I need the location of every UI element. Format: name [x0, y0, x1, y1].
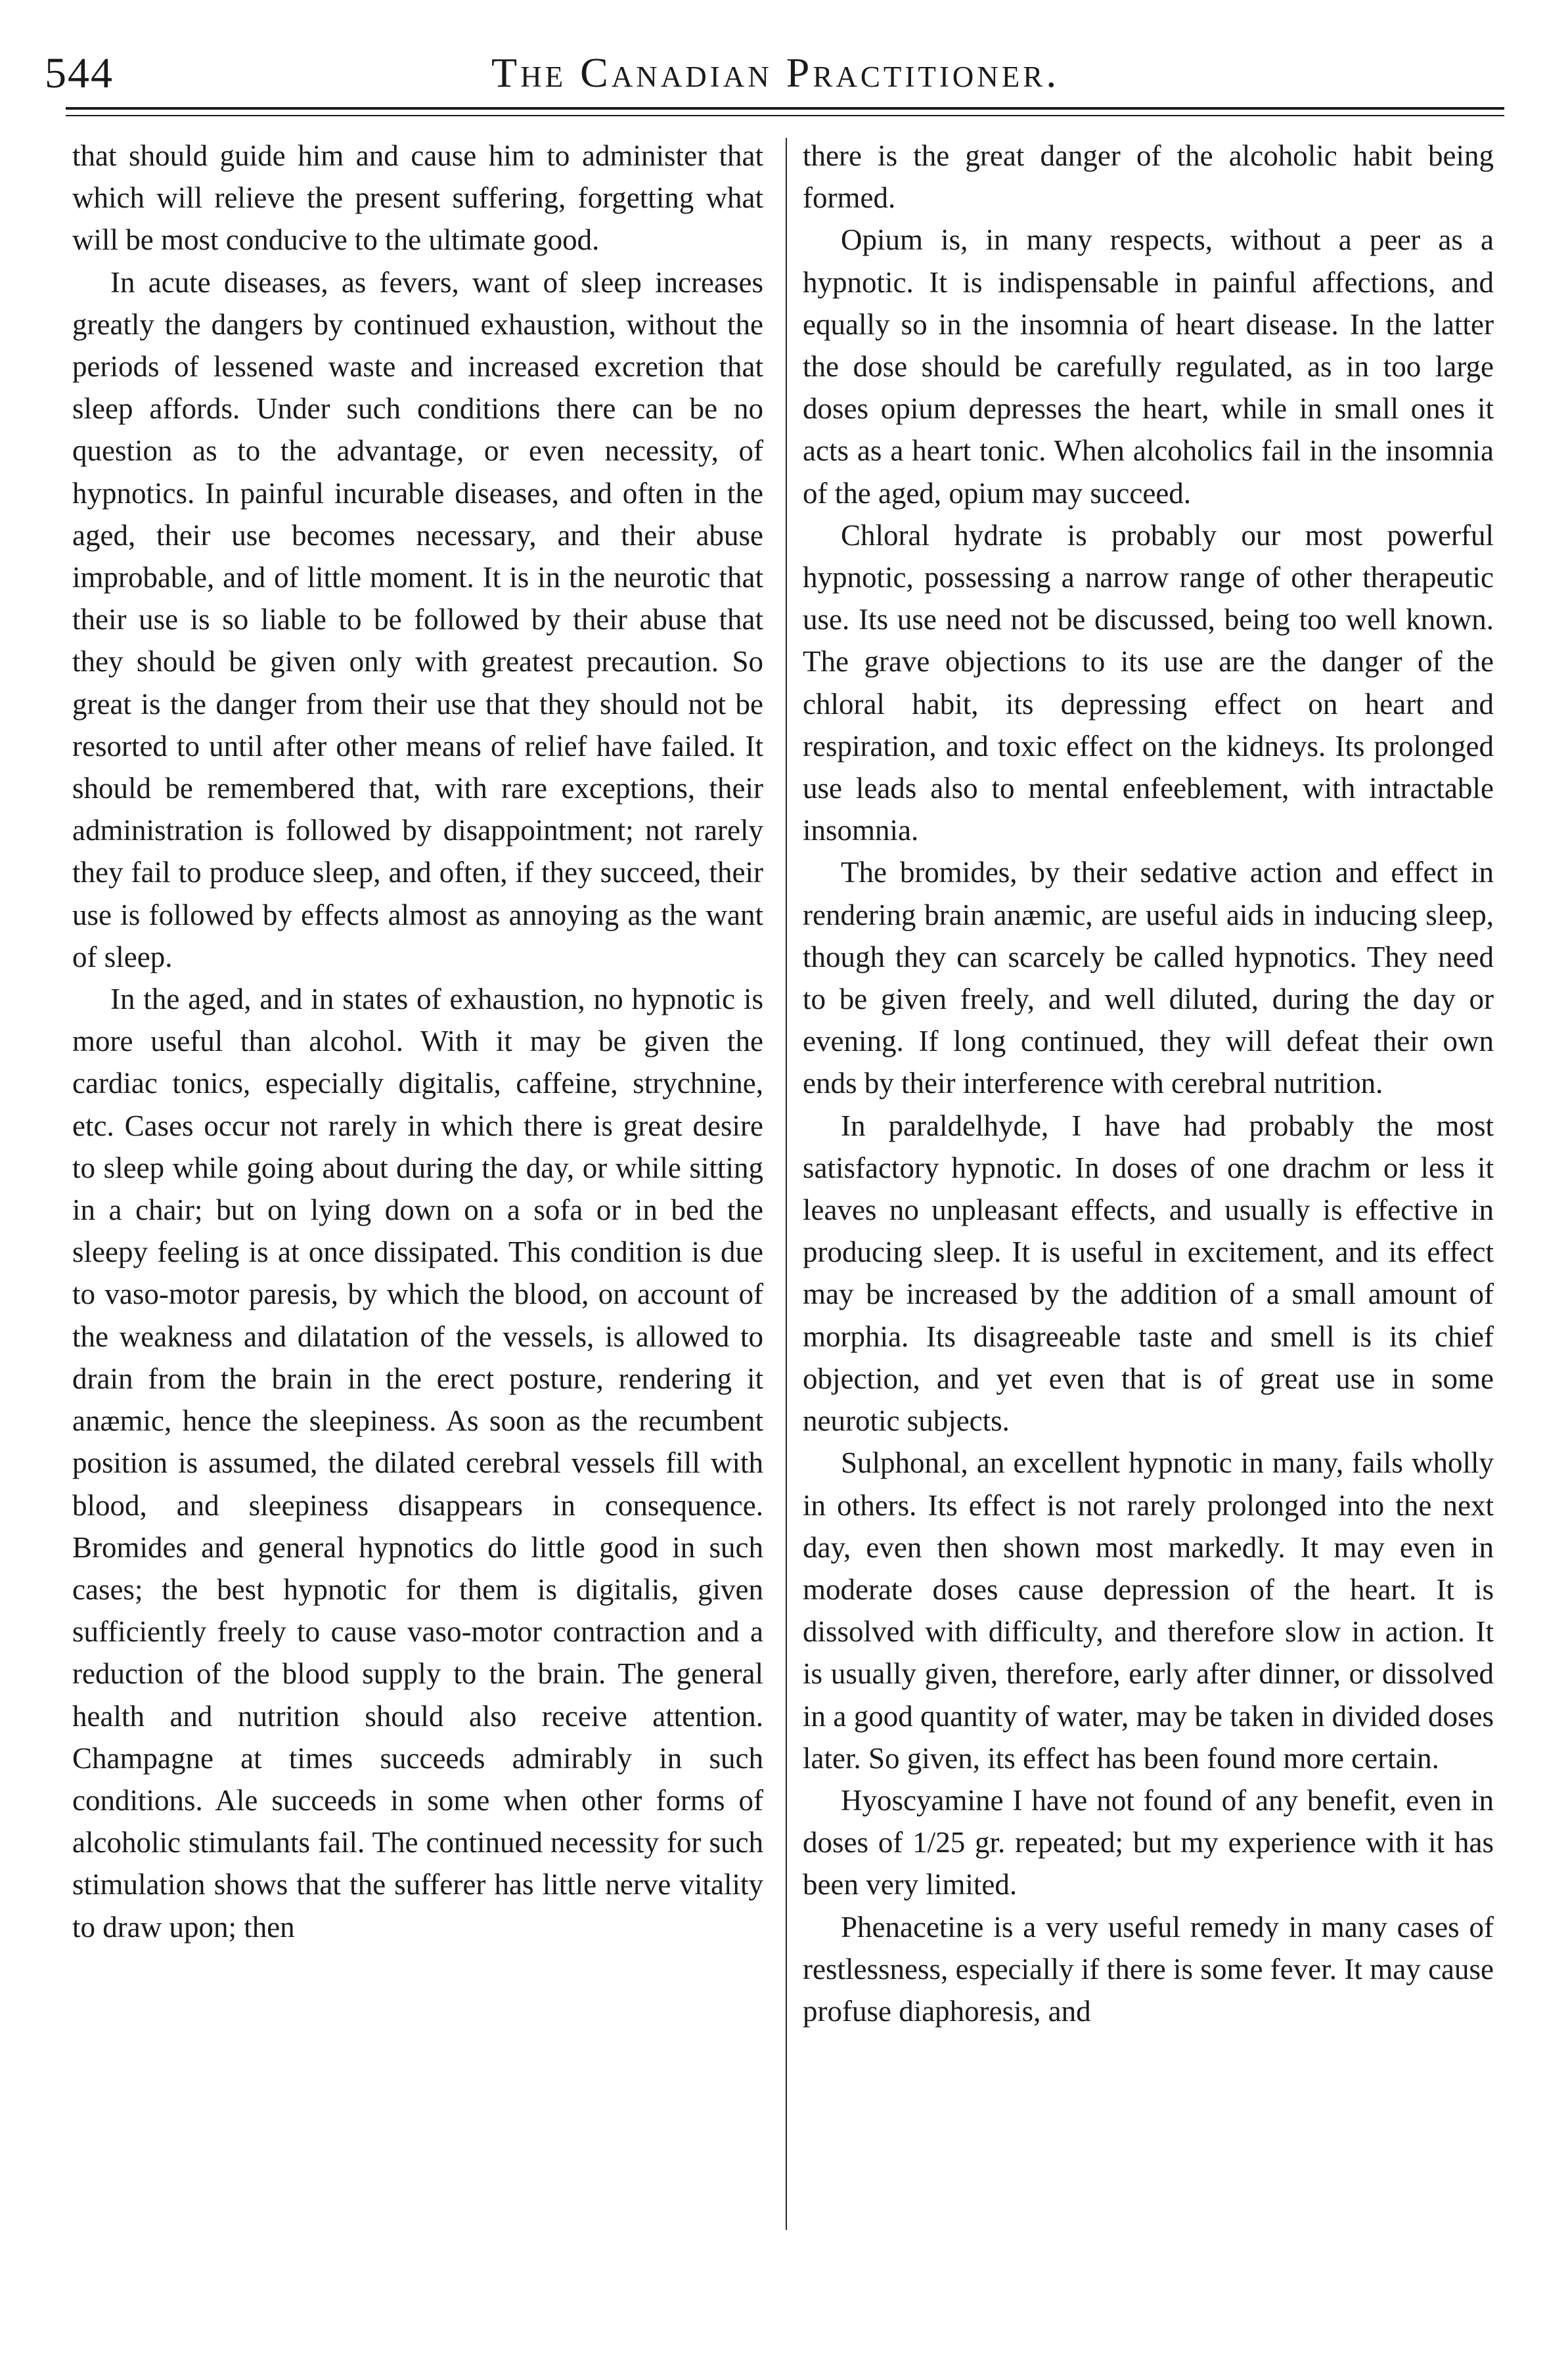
- paragraph: The bromides, by their sedative action and effect in rendering brain anæmic, are useful aids in inducing sleep, though they can scarcely be called hypnotics. They need to be given freely, and well diluted, during the day or evening. If long continued, they will defeat their own ends by their interference with cerebral nutrition.: [803, 856, 1494, 1100]
- paragraph: Chloral hydrate is probably our most powerful hypnotic, possessing a narrow range of other therapeutic use. Its use need not be discussed, being too well known. The grave objections to its use are the danger of the chloral habit, its depressing effect on heart and respiration, and toxic effect on the kidneys. Its prolonged use leads also to mental enfeeblement, with intractable insomnia.: [803, 518, 1494, 847]
- paragraph: Opium is, in many respects, without a peer as a hypnotic. It is indispensable in painful affections, and equally so in the insomnia of heart disease. In the latter the dose should be carefully regulated, as in too large doses opium depresses the heart, while in small ones it acts as a heart tonic. When alcoholics fail in the insomnia of the aged, opium may succeed.: [803, 223, 1494, 510]
- paragraph: that should guide him and cause him to administer that which will relieve the present suffering, forgetting what will be most conducive to the ultimate good.: [72, 139, 763, 257]
- page-header: [38, 41, 1503, 113]
- paragraph: Phenacetine is a very useful remedy in many cases of restlessness, especially if there is some fever. It may cause profuse diaphoresis, and: [803, 1910, 1494, 2028]
- header-rule-thick: [66, 107, 1504, 110]
- paragraph: In paraldelhyde, I have had probably the most satisfactory hypnotic. In doses of one drachm or less it leaves no unpleasant effects, and usually is effective in producing sleep. It is useful in excitement, and its effect may be increased by the addition of a small amount of morphia. Its disagreeable taste and smell is its chief objection, and yet even that is of great use in some neurotic subjects.: [803, 1109, 1494, 1438]
- paragraph: there is the great danger of the alcoholic habit being formed.: [803, 139, 1494, 215]
- header-rule-thin: [66, 115, 1504, 116]
- journal-title: The Canadian Practitioner.: [491, 49, 1060, 96]
- left-column: [72, 135, 763, 1948]
- paragraph: In acute diseases, as fevers, want of sleep increases greatly the dangers by continued exhaustion, without the periods of lessened waste and increased excretion that sleep affords. Under such conditions there can be no question as to the advantage, or even necessity, of hypnotics. In painful incurable diseases, and often in the aged, their use becomes necessary, and their abuse improbable, and of little moment. It is in the neurotic that their use is so liable to be followed by their abuse that they should be given only with greatest precaution. So great is the danger from their use that they should not be resorted to until after other means of relief have failed. It should be remembered that, with rare exceptions, their administration is followed by disappointment; not rarely they fail to produce sleep, and often, if they succeed, their use is followed by effects almost as annoying as the want of sleep.: [72, 265, 763, 973]
- paragraph: Hyoscyamine I have not found of any benefit, even in doses of 1/25 gr. repeated; but my experience with it has been very limited.: [803, 1783, 1494, 1902]
- right-column: [803, 135, 1494, 2032]
- page-number: 544: [45, 49, 114, 97]
- paragraph: Sulphonal, an excellent hypnotic in many, fails wholly in others. Its effect is not rarely prolonged into the next day, even then shown most markedly. It may even in moderate doses cause depression of the heart. It is dissolved with difficulty, and therefore slow in action. It is usually given, therefore, early after dinner, or dissolved in a good quantity of water, may be taken in divided doses later. So given, its effect has been found more certain.: [803, 1446, 1494, 1775]
- column-divider: [786, 138, 787, 2230]
- paragraph: In the aged, and in states of exhaustion, no hypnotic is more useful than alcohol. With it may be given the cardiac tonics, especially digitalis, caffeine, strychnine, etc. Cases occur not rarely in which there is great desire to sleep while going about during the day, or while sitting in a chair; but on lying down on a sofa or in bed the sleepy feeling is at once dissipated. This condition is due to vaso-motor paresis, by which the blood, on account of the weakness and dilatation of the vessels, is allowed to drain from the brain in the erect posture, rendering it anæmic, hence the sleepiness. As soon as the recumbent position is assumed, the dilated cerebral vessels fill with blood, and sleepiness disappears in consequence. Bromides and general hypnotics do little good in such cases; the best hypnotic for them is digitalis, given sufficiently freely to cause vaso-motor contraction and a reduction of the blood supply to the brain. The general health and nutrition should also receive attention. Champagne at times succeeds admirably in such conditions. Ale succeeds in some when other forms of alcoholic stimulants fail. The continued necessity for such stimulation shows that the sufferer has little nerve vitality to draw upon; then: [72, 983, 763, 1944]
